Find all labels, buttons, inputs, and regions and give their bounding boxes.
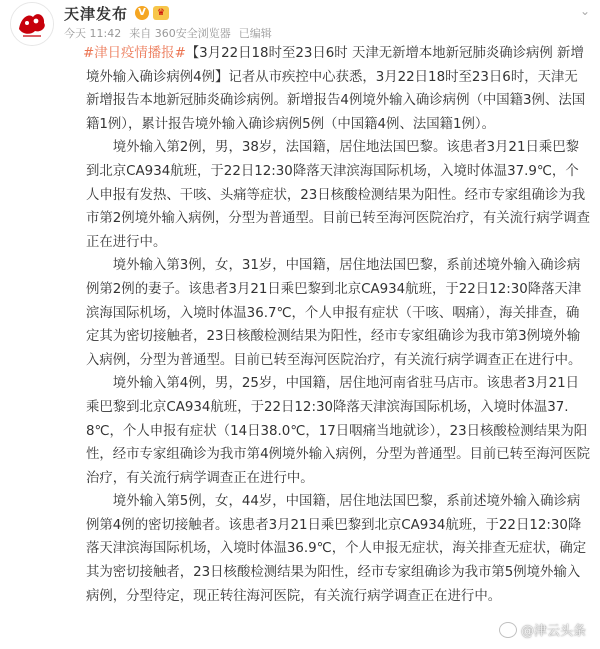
hashtag-link[interactable]: #津日疫情播报#: [83, 46, 186, 61]
tianjin-fabu-logo-icon: [11, 3, 53, 45]
post-paragraph-5: 境外输入第5例，女，44岁，中国籍，居住地法国巴黎，系前述境外输入确诊病例第4例的密切接触者。该患者3月21日乘巴黎到北京CA934航班，于22日12:30降落天津滨海国际机场，入境时体温36.9℃，个人申报无症状，海关排查无症状，确定其为密切接触者，23日核酸检测结果为阳性，经市专家组确诊为我市第5例境外输入病例，分型待定，现正转往海河医院，有关流行病学调查正在进行中。: [86, 494, 587, 604]
watermark-text: @津云头条: [520, 624, 586, 639]
chevron-down-icon[interactable]: ⌄: [580, 4, 591, 18]
post-paragraph-2: 境外输入第2例，男，38岁，法国籍，居住地法国巴黎。该患者3月21日乘巴黎到北京CA934航班，于22日12:30降落天津滨海国际机场，入境时体温37.9℃，个人申报有发热、干咳、头痛等症状，23日核酸检测结果为阳性。经市专家组确诊为我市第2例境外输入病例，分型为普通型。目前已转至海河医院治疗，有关流行病学调查正在进行中。: [86, 140, 590, 250]
post-time[interactable]: 今天 11:42: [64, 27, 122, 40]
post-content: [83, 42, 590, 608]
post-paragraph-3: 境外输入第3例，女，31岁，中国籍，居住地法国巴黎，系前述境外输入确诊病例第2例的妻子。该患者3月21日乘巴黎到北京CA934航班，于22日12:30降落天津滨海国际机场，入境时体温36.7℃，个人申报有症状（干咳、咽痛），海关排查，确定其为密切接触者，23日核酸检测结果为阳性，经市专家组确诊为我市第3例境外输入病例，分型为普通型。目前已转至海河医院治疗，有关流行病学调查正在进行中。: [86, 258, 582, 368]
post-header: [0, 0, 600, 42]
post-paragraph-1: [83, 42, 590, 136]
avatar[interactable]: [10, 2, 54, 46]
member-crown-icon: ♛: [153, 6, 169, 20]
post-paragraph-4: 境外输入第4例，男，25岁，中国籍，居住地河南省驻马店市。该患者3月21日乘巴黎到北京CA934航班，于22日12:30降落天津滨海国际机场，入境时体温37.8℃，个人申报有症状（14日38.0℃，17日咽痛当地就诊），23日核酸检测结果为阳性，经市专家组确诊为我市第4例境外输入病例，分型为普通型。目前已转至海河医院治疗，有关流行病学调查正在进行中。: [86, 376, 590, 486]
post-paragraph-1-text: 【3月22日18时至23日6时 天津无新增本地新冠肺炎确诊病例 新增境外输入确诊病例4例】记者从市疾控中心获悉，3月22日18时至23日6时，天津无新增报告本地新冠肺炎确诊病例。新增报告4例境外输入确诊病例（中国籍3例、法国籍1例），累计报告境外输入确诊病例5例（中国籍4例、法国籍1例）。: [86, 46, 586, 132]
weibo-logo-icon: [499, 622, 517, 638]
account-name-row: [64, 3, 169, 23]
watermark: [499, 620, 586, 639]
account-name[interactable]: 天津发布: [64, 4, 129, 23]
post-meta: [64, 25, 272, 41]
verified-badge-icon: V: [135, 6, 149, 20]
edited-label: 已编辑: [238, 27, 272, 40]
post-source: 来自 360安全浏览器: [129, 27, 231, 40]
